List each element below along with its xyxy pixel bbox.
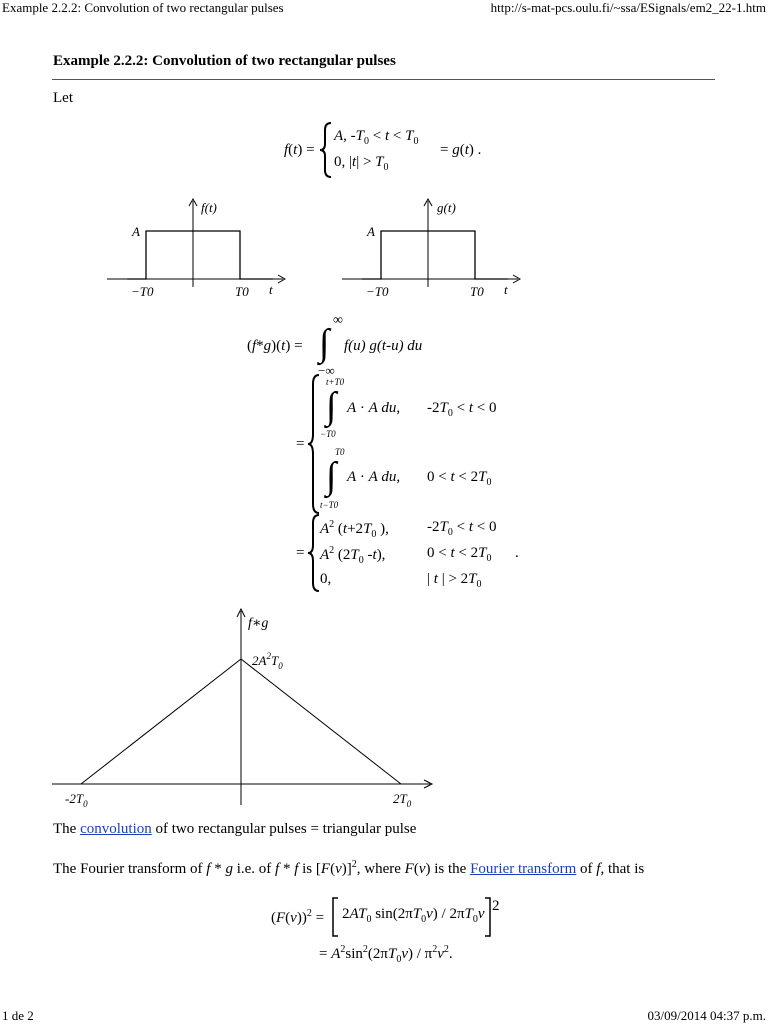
plot-g-axis-label: t <box>504 282 508 297</box>
tri-peak-label: $2A^2T_0$ <box>252 651 283 671</box>
plot-g-amplitude: A <box>367 224 375 239</box>
conv-case1-integral: ∫ <box>326 385 337 427</box>
plot-f-amplitude: A <box>132 224 140 239</box>
conv-result-row1-cond: $-2T_0 < t < 0$ <box>427 519 497 538</box>
conv-case2-expr: A · A du, <box>347 469 401 485</box>
conv-result-eq: = <box>296 545 305 561</box>
print-header-title: Example 2.2.2: Convolution of two rectangular pulses <box>2 0 284 15</box>
sentence-convolution <box>53 821 416 838</box>
conv-lhs: (f*g)(t) = <box>247 338 303 354</box>
heading-rule <box>52 79 715 80</box>
conv-case2-lower: t−T0 <box>320 500 339 510</box>
def-f-brace <box>318 122 334 178</box>
print-timestamp: 03/09/2014 04:37 p.m. <box>647 1008 766 1023</box>
conv-integrand: f(u) g(t-u) du <box>344 338 423 354</box>
triangle-plot <box>50 605 435 810</box>
plot-g-label: g(t) <box>437 200 456 215</box>
conv-cases-brace <box>306 374 322 514</box>
plot-f-axis-label: t <box>269 282 273 297</box>
conv-case1-upper: t+T0 <box>326 377 345 387</box>
plot-f-tick-left: −T0 <box>131 284 154 299</box>
conv-result-row3-cond: | t | > $2T_0$ <box>427 571 482 590</box>
plot-f-label: f(t) <box>201 200 217 215</box>
sentence2-part2: of f, that is <box>580 861 645 877</box>
convolution-link[interactable]: convolution <box>80 821 152 837</box>
conv-integral-sign: ∫ <box>319 322 330 364</box>
fourier-inner: $2AT_0$ $\sin(2\pi T_0v) / 2\pi T_0v$ <box>342 906 485 925</box>
conv-case1-lower: −T0 <box>320 429 336 439</box>
conv-integral-bottom: −∞ <box>318 363 335 378</box>
conv-case2-cond: $0 < t < 2T_0$ <box>427 469 492 488</box>
conv-eq-sign: = <box>296 436 305 452</box>
plot-g-tick-left: −T0 <box>366 284 389 299</box>
print-header-url: http://s-mat-pcs.oulu.fi/~ssa/ESignals/em2_22-1.htm <box>490 0 766 15</box>
fourier-transform-link[interactable]: Fourier transform <box>470 861 577 877</box>
fourier-lhs: $(F(v))^2$ = <box>271 908 325 926</box>
plot-g-tick-right: T0 <box>470 284 484 299</box>
sentence1-prefix: The <box>53 821 77 837</box>
sentence-fourier <box>53 859 644 878</box>
plot-g <box>340 195 525 305</box>
plot-g-pulse <box>362 231 508 279</box>
page-heading: Example 2.2.2: Convolution of two rectangular pulses <box>53 53 396 69</box>
conv-result-row1-expr: $A^2$ ($t+2T_0$ ), <box>320 519 389 540</box>
tri-fn-label-text: f∗g <box>248 616 269 631</box>
tri-fn-label <box>248 616 268 631</box>
conv-case1-cond: $-2T_0 < t < 0$ <box>427 400 497 419</box>
plot-f <box>105 195 290 305</box>
conv-case1-expr: A · A du, <box>347 400 401 416</box>
conv-result-row2-cond: $0 < t < 2T_0$ <box>427 545 492 564</box>
tri-tick-right: $2T_0$ <box>393 791 412 809</box>
let-text: Let <box>53 90 73 106</box>
fourier-power: 2 <box>492 898 500 914</box>
plot-f-tick-right: T0 <box>235 284 249 299</box>
plot-f-pulse <box>127 231 273 279</box>
def-f-lhs: f(t) = <box>284 142 315 158</box>
page-count: 1 de 2 <box>2 1008 34 1023</box>
tri-tick-left: $-2T_0$ <box>65 791 88 809</box>
def-f-case2: 0, $|t| > T_0$ <box>334 154 389 173</box>
def-f-case1: A, $-T_0 < t < T_0$ <box>334 128 419 147</box>
sentence2-part1: The Fourier transform of f * g i.e. of f * f is $[F(v)]^2$, where F(v) is the <box>53 859 467 877</box>
fourier-bracket-left <box>330 897 340 937</box>
conv-case2-integral: ∫ <box>326 455 337 497</box>
conv-case2-upper: T0 <box>335 447 345 457</box>
conv-integral-top: ∞ <box>333 313 343 328</box>
conv-result-row2-expr: $A^2$ ($2T_0$ -t), <box>320 545 386 566</box>
sentence1-suffix: of two rectangular pulses = triangular pulse <box>155 821 417 837</box>
fourier-line2: = $A^2\sin^2(2\pi T_0v) / \pi^2v^2$. <box>319 944 453 965</box>
def-f-rhs: = g(t) . <box>440 142 482 158</box>
conv-result-row3-expr: 0, <box>320 571 332 587</box>
conv-result-period: . <box>515 545 519 561</box>
